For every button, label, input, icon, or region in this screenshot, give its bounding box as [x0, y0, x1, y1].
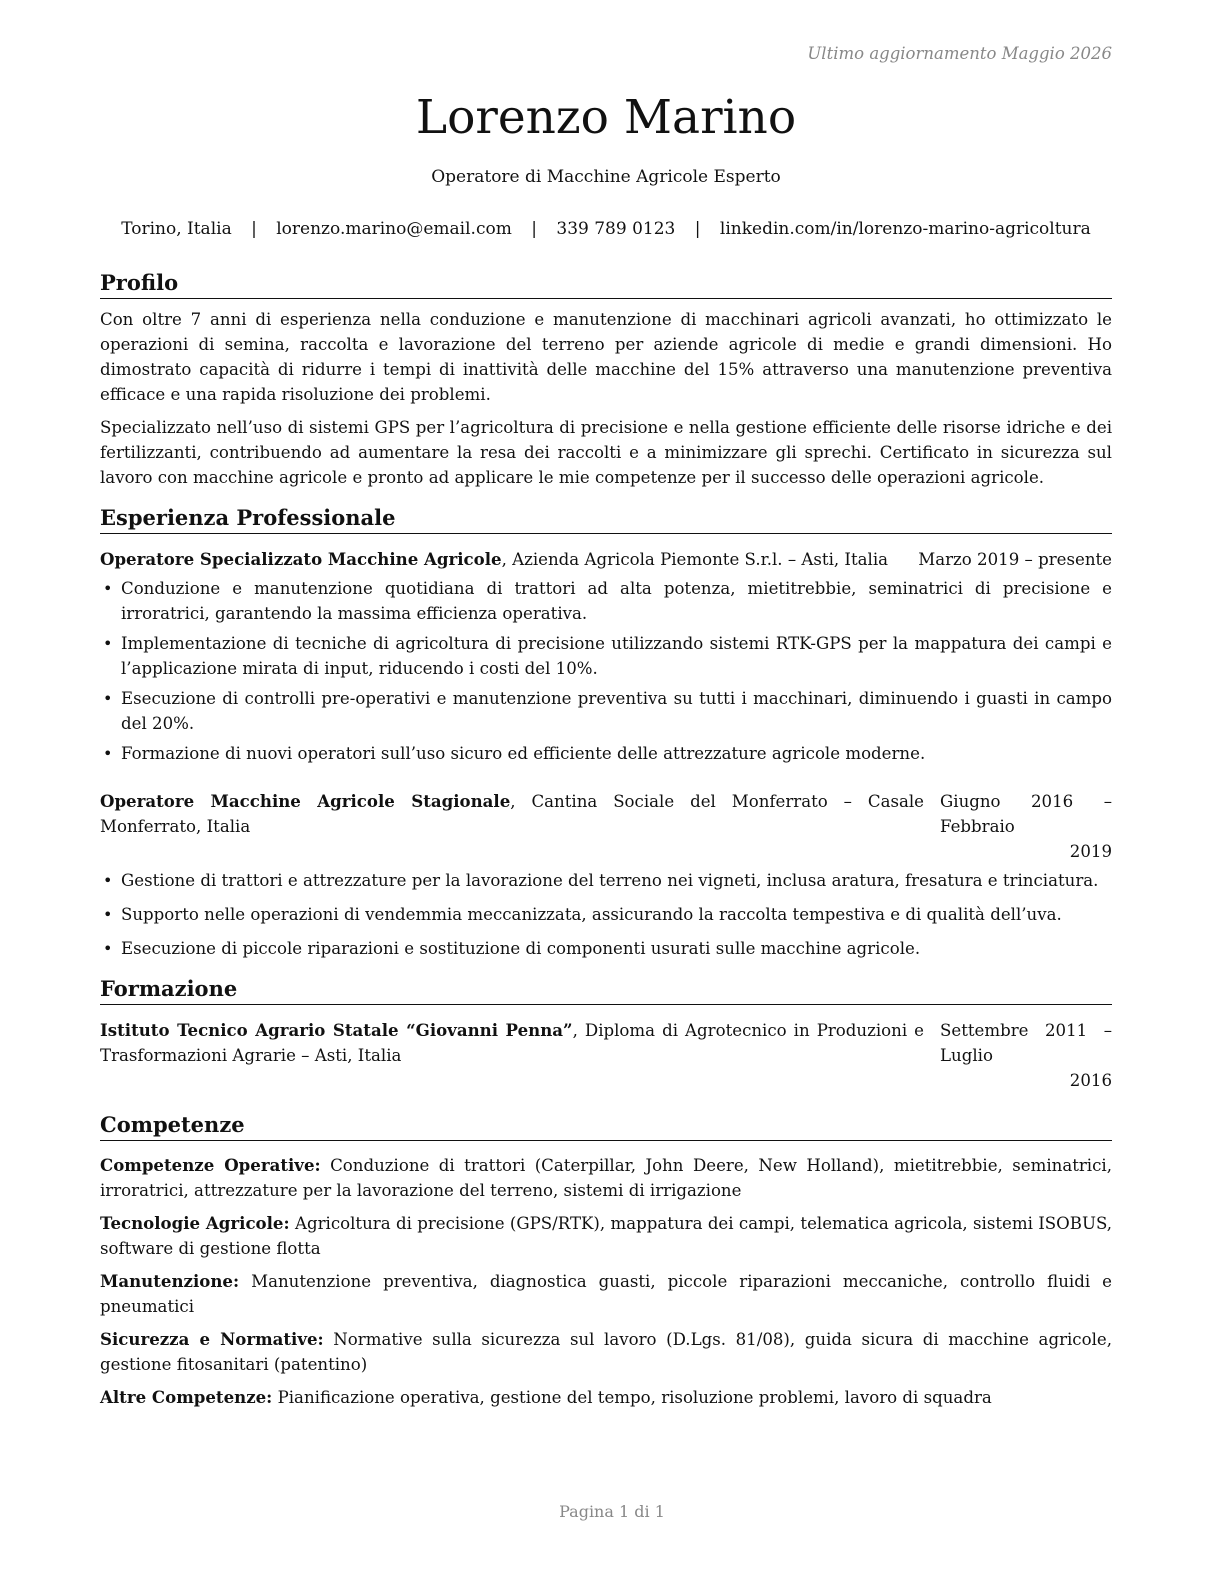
job-bullets [100, 868, 1112, 961]
education-dates [940, 1018, 1112, 1093]
education-dates-line: Settembre 2011 – Luglio [940, 1021, 1112, 1065]
skill-row [100, 1327, 1112, 1377]
job-dates: Marzo 2019 – presente [918, 550, 1112, 569]
skill-label: Sicurezza e Normative: [100, 1329, 324, 1349]
skill-label: Tecnologie Agricole: [100, 1213, 290, 1233]
skill-label: Competenze Operative: [100, 1155, 321, 1175]
list-item: • Esecuzione di controlli pre-operativi e manutenzione preventiva su tutti i macchinari, diminuendo i guasti in campo del 20%. [100, 686, 1112, 736]
job-role: Operatore Specializzato Macchine Agricole [100, 549, 502, 569]
candidate-name: Lorenzo Marino [415, 90, 797, 145]
section-title-education: Formazione [100, 975, 1112, 1005]
contact-linkedin[interactable]: linkedin.com/in/lorenzo-marino-agricoltura [719, 219, 1091, 239]
list-item: • Esecuzione di piccole riparazioni e sostituzione di componenti usurati sulle macchine agricole. [100, 936, 1112, 961]
job-title: Operatore di Macchine Agricole Esperto [431, 167, 781, 187]
education-detail: , Diploma di Agrotecnico in Produzioni e Trasformazioni Agrarie – Asti, Italia [100, 1021, 924, 1065]
job-header [100, 547, 1112, 572]
profile-paragraph: Specializzato nell’uso di sistemi GPS per l’agricoltura di precisione e nella gestione efficiente delle risorse idriche e dei fertilizzanti, contribuendo ad aumentare la resa dei raccolti e a minimizzare gli sprechi. Certificato in sicurezza sul lavoro con macchine agricole e pronto ad applicare le mie competenze per il successo delle operazioni agricole. [100, 418, 1112, 487]
list-item: • Implementazione di tecniche di agricoltura di precisione utilizzando sistemi RTK-GPS per la mappatura dei campi e l’applicazione mirata di input, riducendo i costi del 10%. [100, 631, 1112, 681]
skill-row [100, 1211, 1112, 1261]
skills-section [100, 1111, 1112, 1410]
skill-text: Agricoltura di precisione (GPS/RTK), mappatura dei campi, telematica agricola, sistemi ISOBUS, software di gestione flotta [100, 1214, 1113, 1258]
contact-phone[interactable]: 339 789 0123 [556, 219, 676, 239]
contact-line [100, 219, 1112, 239]
section-title-profile: Profilo [100, 269, 1112, 299]
list-item: • Supporto nelle operazioni di vendemmia meccanizzata, assicurando la raccolta tempestiva e di qualità dell’uva. [100, 902, 1112, 927]
list-item: • Formazione di nuovi operatori sull’uso sicuro ed efficiente delle attrezzature agricole moderne. [100, 741, 1112, 766]
contact-separator: | [694, 219, 701, 239]
page-number: Pagina 1 di 1 [559, 1502, 665, 1521]
job-company: , Azienda Agricola Piemonte S.r.l. – Asti, Italia [501, 550, 889, 569]
job-company: , Cantina Sociale del Monferrato – Casale Monferrato, Italia [100, 792, 924, 836]
skill-text: Pianificazione operativa, gestione del tempo, risoluzione problemi, lavoro di squadra [272, 1388, 992, 1407]
education-section [100, 975, 1112, 1093]
job-dates-line: Giugno 2016 – Febbraio [940, 792, 1112, 836]
profile-paragraph: Con oltre 7 anni di esperienza nella conduzione e manutenzione di macchinari agricoli avanzati, ho ottimizzato le operazioni di semina, raccolta e lavorazione del terreno per aziende agricole di medie e grandi dimensioni. Ho dimostrato capacità di ridurre i tempi di inattività delle macchine del 15% attraverso una manutenzione preventiva efficace e una rapida risoluzione dei problemi. [100, 310, 1112, 404]
resume-content [100, 269, 1112, 1410]
section-title-experience: Esperienza Professionale [100, 504, 1112, 534]
contact-separator: | [251, 219, 257, 239]
job-dates [940, 789, 1112, 864]
skill-label: Manutenzione: [100, 1271, 240, 1291]
list-item: • Gestione di trattori e attrezzature per la lavorazione del terreno nei vigneti, inclusa aratura, fresatura e trinciatura. [100, 868, 1112, 893]
last-updated-note: Ultimo aggiornamento Maggio 2026 [807, 44, 1112, 63]
contact-email[interactable]: lorenzo.marino@email.com [276, 219, 512, 239]
education-dates-line: 2016 [1069, 1071, 1112, 1090]
job-role: Operatore Macchine Agricole Stagionale [100, 791, 511, 811]
school-name: Istituto Tecnico Agrario Statale “Giovanni Penna” [100, 1020, 573, 1040]
section-title-skills: Competenze [100, 1111, 1112, 1141]
education-entry [100, 1018, 1112, 1093]
skill-label: Altre Competenze: [100, 1387, 273, 1407]
experience-section [100, 504, 1112, 961]
profile-section [100, 269, 1112, 490]
contact-separator: | [531, 219, 537, 239]
skill-text: Normative sulla sicurezza sul lavoro (D.Lgs. 81/08), guida sicura di macchine agricole, gestione fitosanitari (patentino) [100, 1330, 1112, 1374]
contact-location: Torino, Italia [121, 219, 232, 239]
job-dates-line: 2019 [1069, 842, 1112, 861]
skill-text: Manutenzione preventiva, diagnostica guasti, piccole riparazioni meccaniche, controllo fluidi e pneumatici [100, 1272, 1112, 1316]
list-item: • Conduzione e manutenzione quotidiana di trattori ad alta potenza, mietitrebbie, seminatrici di precisione e irroratrici, garantendo la massima efficienza operativa. [100, 576, 1112, 626]
skill-row [100, 1153, 1112, 1203]
skill-row [100, 1269, 1112, 1319]
skill-text: Conduzione di trattori (Caterpillar, John Deere, New Holland), mietitrebbie, seminatrici, irroratrici, attrezzature per la lavorazione del terreno, sistemi di irrigazione [100, 1156, 1112, 1200]
skill-row [100, 1385, 1112, 1410]
job-header [100, 789, 1112, 864]
job-bullets [100, 576, 1112, 766]
